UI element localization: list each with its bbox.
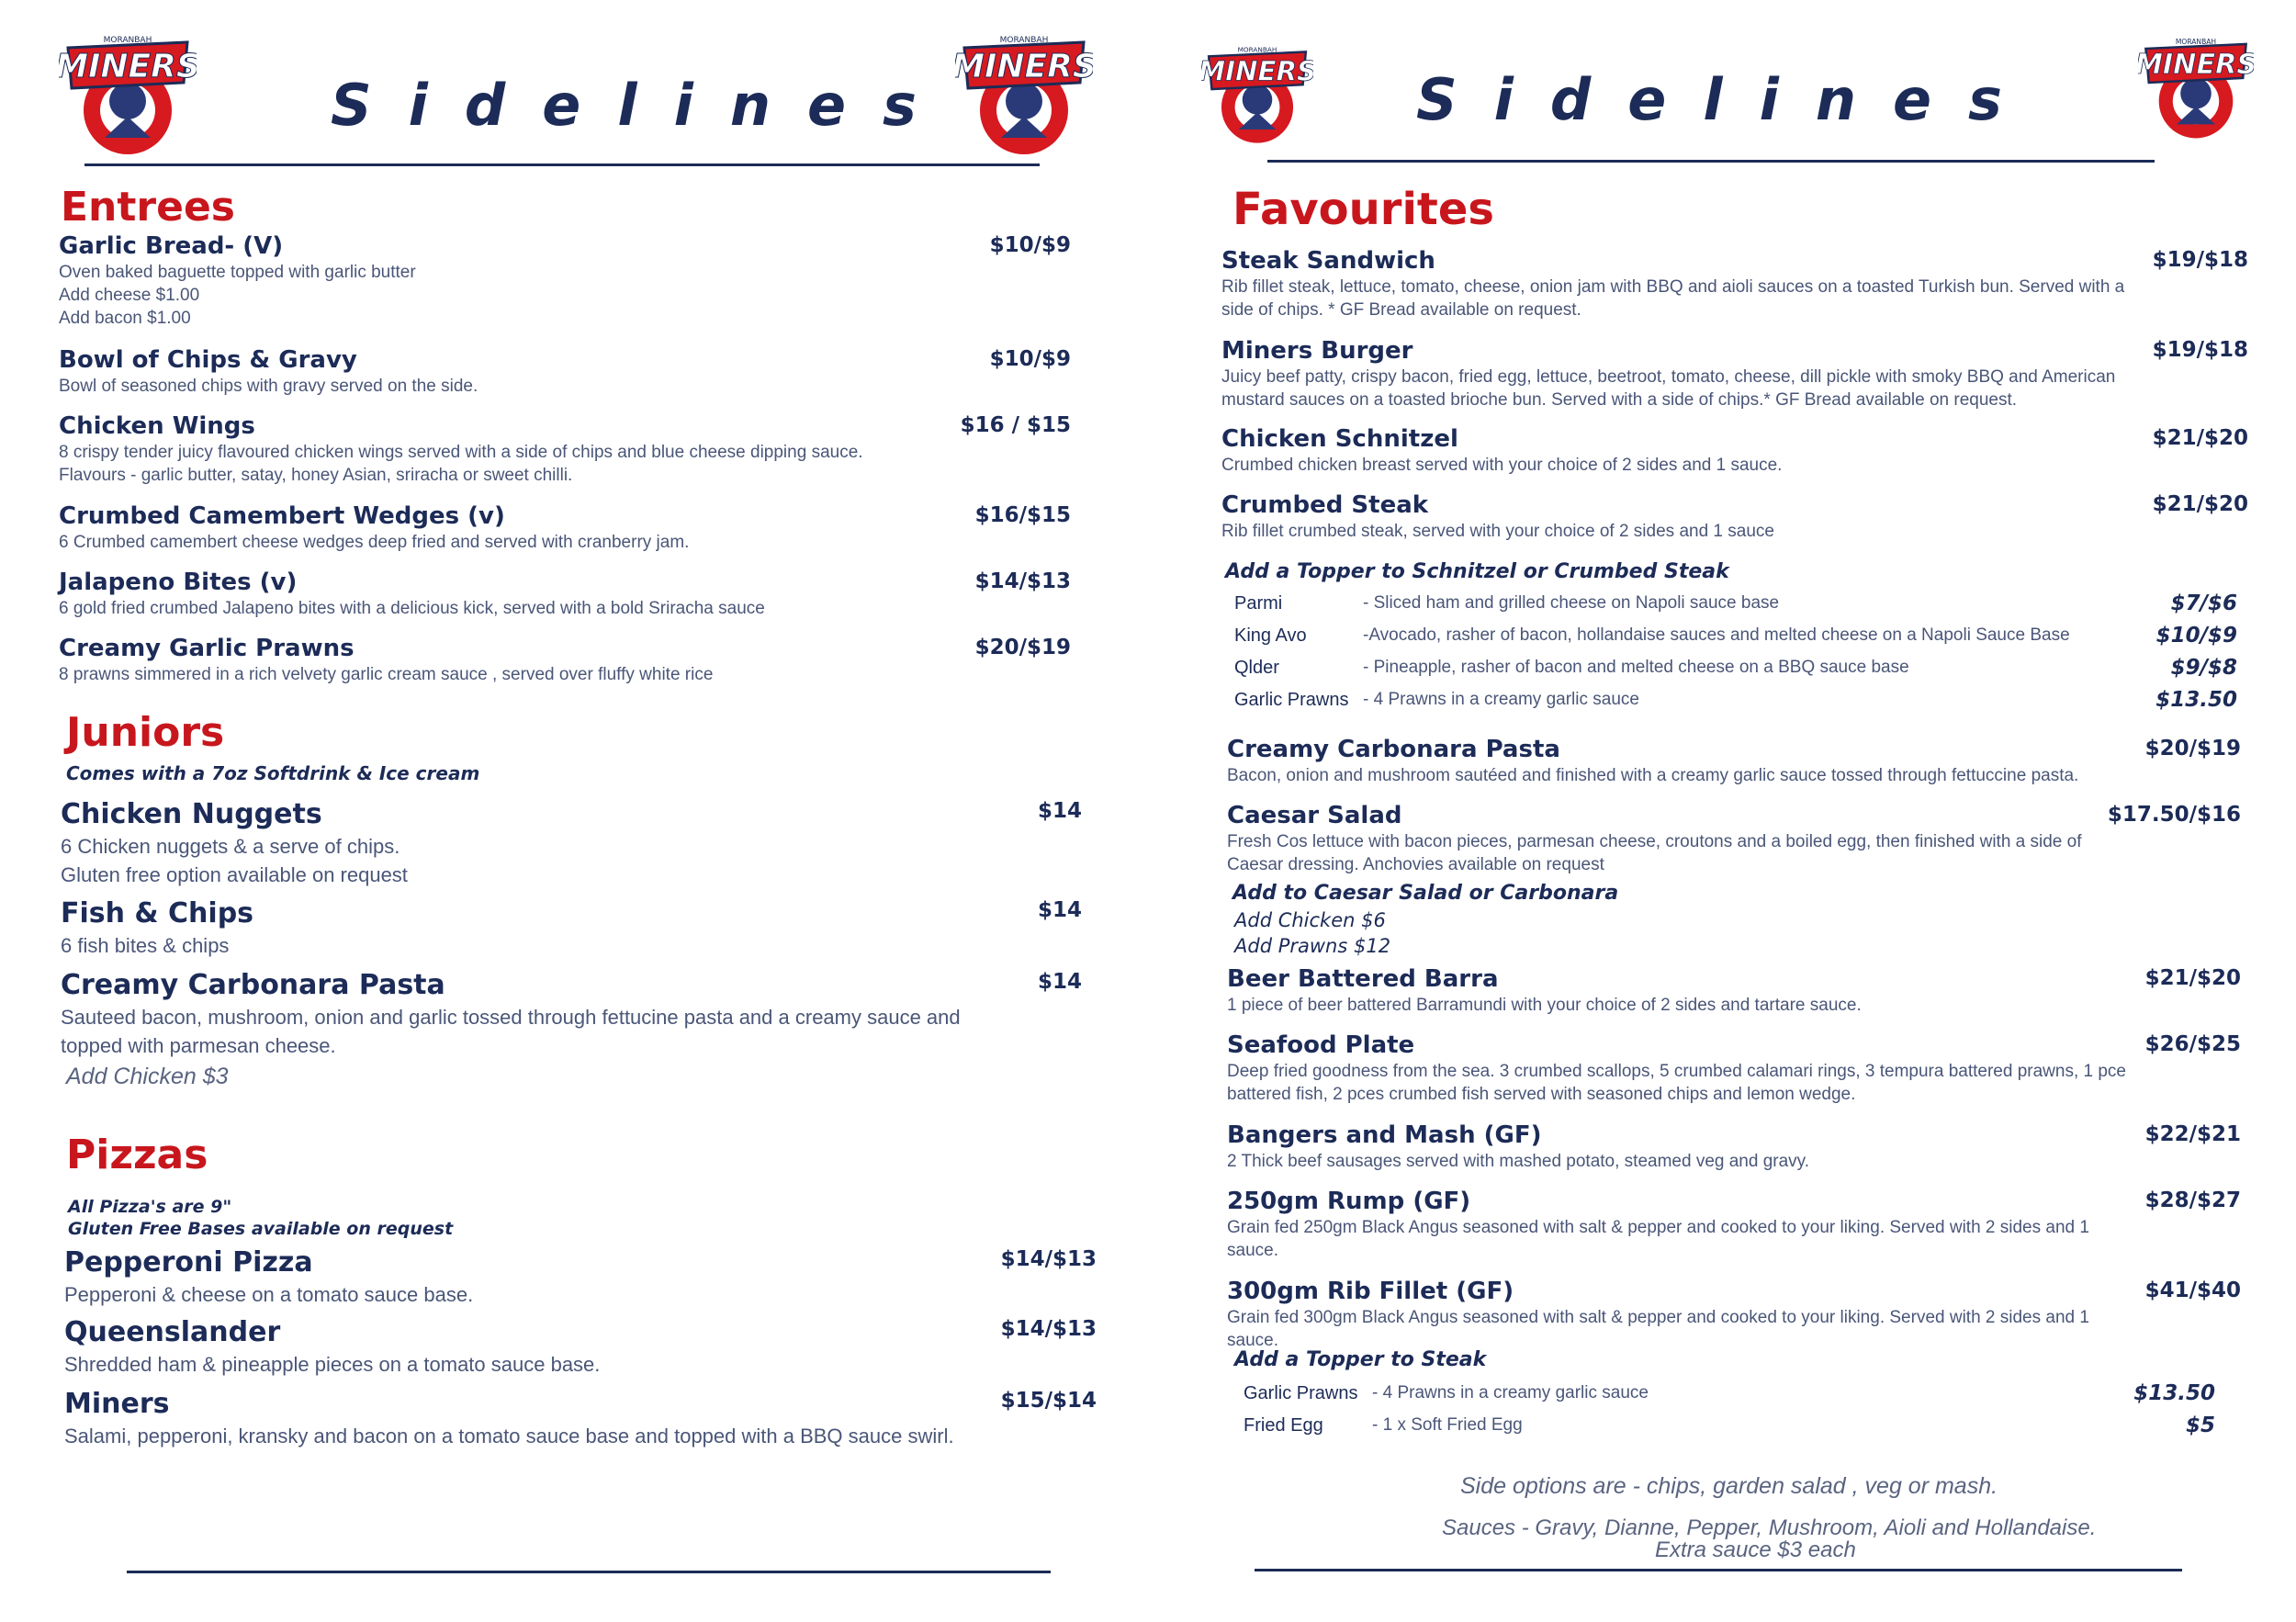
menu-item-description: sauce.	[1227, 1241, 1278, 1260]
menu-item-name: Chicken Nuggets	[61, 798, 322, 830]
menu-item-price: $19/$18	[2152, 248, 2248, 272]
menu-item-name: Chicken Schnitzel	[1221, 425, 1458, 453]
menu-item-name: Seafood Plate	[1227, 1031, 1415, 1059]
juniors-note: Comes with a 7oz Softdrink & Ice cream	[66, 762, 480, 784]
menu-item-name: Creamy Garlic Prawns	[59, 635, 355, 662]
menu-item-description: battered fish, 2 pces crumbed fish served with seasoned chips and lemon wedge.	[1227, 1085, 1856, 1104]
menu-item-description: Salami, pepperoni, kransky and bacon on a tomato sauce base and topped with a BBQ sauce swirl.	[64, 1425, 954, 1447]
section-title-pizzas: Pizzas	[66, 1132, 208, 1178]
menu-item-name: Beer Battered Barra	[1227, 965, 1499, 993]
menu-item-description: 2 Thick beef sausages served with mashed potato, steamed veg and gravy.	[1227, 1152, 1810, 1171]
topper-option-price: $13.50	[2155, 688, 2237, 712]
title-divider	[84, 163, 1040, 166]
menu-item-name: Pepperoni Pizza	[64, 1246, 313, 1278]
menu-item	[1227, 1031, 2145, 1106]
section-title-juniors: Juniors	[66, 709, 225, 756]
topper-option-description: - Sliced ham and grilled cheese on Napoli sauce base	[1363, 593, 1780, 613]
miners-logo	[955, 29, 1093, 158]
menu-item-description: Bowl of seasoned chips with gravy served on the side.	[59, 377, 478, 396]
menu-item-description: Add cheese $1.00	[59, 286, 200, 305]
menu-item-price: $14	[1037, 970, 1082, 994]
topper-option	[1234, 593, 1780, 614]
menu-item-description: Gluten free option available on request	[61, 863, 408, 886]
svg-text:MORANBAH: MORANBAH	[999, 36, 1049, 45]
bottom-divider	[127, 1571, 1051, 1573]
page-title: Sidelines	[331, 72, 953, 139]
menu-item-price: $10/$9	[989, 347, 1071, 371]
menu-item-description: 6 Chicken nuggets & a serve of chips.	[61, 835, 400, 858]
menu-item	[59, 568, 1032, 620]
svg-text:MINERS: MINERS	[955, 48, 1093, 85]
menu-item	[61, 968, 1071, 1060]
menu-item-price: $15/$14	[1000, 1389, 1097, 1413]
page-title: Sidelines	[1416, 66, 2039, 133]
menu-item-name: Bangers and Mash (GF)	[1227, 1121, 1542, 1149]
topper-option	[1234, 690, 1639, 711]
menu-item-description: 8 prawns simmered in a rich velvety garlic cream sauce , served over fluffy white rice	[59, 665, 714, 684]
menu-item	[64, 1315, 1075, 1379]
topper-option-price: $5	[2185, 1414, 2215, 1437]
menu-item-description: Juicy beef patty, crispy bacon, fried egg, lettuce, beetroot, tomato, cheese, dill pickle with smoky BBQ and American	[1221, 367, 2116, 387]
menu-item	[1227, 1187, 2145, 1262]
menu-item-description: Grain fed 300gm Black Angus seasoned with salt & pepper and cooked to your liking. Served with 2 sides and 1 sauce.	[1227, 1308, 2089, 1350]
topper-option-price: $7/$6	[2170, 591, 2237, 615]
menu-item-price: $41/$40	[2144, 1278, 2241, 1302]
menu-item-name: Miners	[64, 1388, 170, 1420]
menu-item-description: side of chips. * GF Bread available on request.	[1221, 300, 1581, 320]
menu-item-description: 8 crispy tender juicy flavoured chicken wings served with a side of chips and blue cheese dipping sauce.	[59, 443, 863, 462]
menu-item-price: $20/$19	[974, 636, 1071, 659]
menu-item-price: $10/$9	[989, 233, 1071, 257]
topper-option-price: $9/$8	[2170, 656, 2237, 680]
side-options-note: Side options are - chips, garden salad , veg or mash.	[1460, 1473, 1998, 1499]
menu-item	[61, 797, 1071, 889]
svg-text:MINERS: MINERS	[1201, 55, 1313, 87]
menu-item	[1221, 246, 2140, 321]
svg-text:MORANBAH: MORANBAH	[1237, 45, 1277, 54]
menu-item-description: mustard sauces on a toasted brioche bun. Served with a side of chips.* GF Bread available on request.	[1221, 390, 2018, 410]
topper-option	[1244, 1415, 1523, 1436]
menu-item-price: $16/$15	[974, 503, 1071, 527]
menu-item-name: Creamy Carbonara Pasta	[61, 969, 445, 1001]
menu-item	[1227, 1121, 2145, 1173]
caesar-addon-option: Add Prawns $12	[1234, 935, 1391, 957]
menu-item-name: 250gm Rump (GF)	[1227, 1188, 1471, 1215]
topper-option-name: Parmi	[1234, 593, 1283, 614]
menu-item-name: Jalapeno Bites (v)	[59, 569, 298, 596]
menu-item-name: Garlic Bread- (V)	[59, 232, 284, 260]
pizzas-note-size: All Pizza's are 9"	[68, 1197, 232, 1217]
menu-item-price: $19/$18	[2152, 338, 2248, 362]
menu-item-name: Fish & Chips	[61, 897, 254, 929]
menu-item-name: Queenslander	[64, 1316, 281, 1348]
menu-item-description: 1 piece of beer battered Barramundi with your choice of 2 sides and tartare sauce.	[1227, 996, 1862, 1015]
topper-option-name: King Avo	[1234, 625, 1307, 646]
title-divider	[1267, 160, 2155, 163]
menu-item-description: topped with parmesan cheese.	[61, 1034, 336, 1057]
topper-option-price: $13.50	[2133, 1381, 2215, 1405]
topper-option-price: $10/$9	[2155, 624, 2237, 648]
menu-item-description: Sauteed bacon, mushroom, onion and garlic tossed through fettucine pasta and a creamy sauce and	[61, 1006, 961, 1029]
menu-item	[1221, 336, 2140, 411]
menu-item-price: $20/$19	[2144, 737, 2241, 760]
menu-item	[1227, 1277, 2145, 1352]
menu-item-price: $14/$13	[1000, 1247, 1097, 1271]
menu-item	[59, 345, 1032, 398]
topper-heading: Add a Topper to Steak	[1234, 1348, 1487, 1371]
menu-item-price: $21/$20	[2144, 966, 2241, 990]
menu-item-name: Caesar Salad	[1227, 802, 1402, 829]
topper-option-description: -Avocado, rasher of bacon, hollandaise sauces and melted cheese on a Napoli Sauce Base	[1363, 625, 2070, 645]
menu-item-description: 6 Crumbed camembert cheese wedges deep fried and served with cranberry jam.	[59, 533, 690, 552]
menu-item	[1227, 964, 2145, 1017]
menu-item	[64, 1387, 1075, 1450]
menu-item-description: Grain fed 250gm Black Angus seasoned with salt & pepper and cooked to your liking. Served with 2 sides and 1	[1227, 1218, 2089, 1237]
menu-item-price: $14/$13	[1000, 1317, 1097, 1341]
svg-text:MINERS: MINERS	[59, 48, 197, 85]
topper-option-name: Fried Egg	[1244, 1415, 1323, 1436]
menu-page-right	[1148, 0, 2296, 1622]
menu-item	[59, 634, 1032, 686]
svg-text:MORANBAH: MORANBAH	[2175, 37, 2217, 46]
menu-item-description: Caesar dressing. Anchovies available on request	[1227, 855, 1604, 874]
menu-item-name: Creamy Carbonara Pasta	[1227, 736, 1560, 763]
miners-logo	[2138, 33, 2254, 141]
menu-item-name: Steak Sandwich	[1221, 247, 1435, 275]
topper-option-name: Qlder	[1234, 658, 1279, 678]
topper-option	[1244, 1383, 1649, 1404]
menu-item-price: $16 / $15	[960, 413, 1071, 437]
menu-item-name: Miners Burger	[1221, 337, 1413, 365]
bottom-divider	[1255, 1569, 2182, 1571]
topper-heading: Add a Topper to Schnitzel or Crumbed Steak	[1225, 560, 1729, 583]
menu-item	[1227, 735, 2145, 787]
miners-logo	[1201, 40, 1313, 147]
miners-logo-icon	[2138, 33, 2254, 141]
sauces-note: Sauces - Gravy, Dianne, Pepper, Mushroom, Aioli and Hollandaise.	[1442, 1515, 2097, 1540]
menu-item-name: Crumbed Camembert Wedges (v)	[59, 502, 505, 530]
menu-item-name: 300gm Rib Fillet (GF)	[1227, 1278, 1514, 1305]
menu-item-description: Fresh Cos lettuce with bacon pieces, parmesan cheese, croutons and a boiled egg, then finished with a side of	[1227, 832, 2082, 851]
section-title-favourites: Favourites	[1232, 184, 1494, 235]
menu-item-price: $26/$25	[2144, 1032, 2241, 1056]
menu-item-description: 6 fish bites & chips	[61, 934, 230, 957]
topper-option-description: - Pineapple, rasher of bacon and melted cheese on a BBQ sauce base	[1363, 658, 1909, 677]
topper-option-name: Garlic Prawns	[1234, 690, 1349, 710]
menu-item-price: $17.50/$16	[2107, 803, 2241, 827]
menu-item	[1221, 490, 2140, 543]
menu-item-name: Crumbed Steak	[1221, 491, 1429, 519]
menu-item	[59, 501, 1032, 554]
menu-item-description: Add bacon $1.00	[59, 309, 191, 328]
menu-item-price: $14	[1037, 799, 1082, 823]
miners-logo	[59, 29, 197, 158]
topper-option	[1234, 625, 2070, 647]
menu-item	[59, 411, 1032, 487]
topper-option-description: - 1 x Soft Fried Egg	[1372, 1415, 1523, 1435]
menu-item-price: $14/$13	[974, 569, 1071, 593]
topper-option	[1234, 658, 1909, 679]
menu-item-description: Flavours - garlic butter, satay, honey Asian, sriracha or sweet chilli.	[59, 466, 573, 485]
extra-sauce-note: Extra sauce $3 each	[1655, 1538, 1856, 1562]
menu-item-description: Rib fillet crumbed steak, served with your choice of 2 sides and 1 sauce	[1221, 522, 1774, 541]
menu-item-description: 6 gold fried crumbed Jalapeno bites with a delicious kick, served with a bold Sriracha sauce	[59, 599, 765, 618]
miners-logo-icon	[955, 29, 1093, 158]
svg-text:MORANBAH: MORANBAH	[103, 36, 152, 45]
menu-item-price: $22/$21	[2144, 1122, 2241, 1146]
juniors-addon: Add Chicken $3	[66, 1064, 229, 1089]
menu-item	[64, 1245, 1075, 1309]
menu-item-description: Rib fillet steak, lettuce, tomato, cheese, onion jam with BBQ and aioli sauces on a toasted Turkish bun. Served with a	[1221, 277, 2125, 297]
menu-item-price: $14	[1037, 898, 1082, 922]
menu-item	[1221, 424, 2140, 477]
menu-item-description: Pepperoni & cheese on a tomato sauce base.	[64, 1283, 474, 1306]
topper-option-name: Garlic Prawns	[1244, 1383, 1358, 1403]
caesar-addon-option: Add Chicken $6	[1234, 909, 1386, 931]
menu-item-price: $21/$20	[2152, 492, 2248, 516]
menu-item-price: $28/$27	[2144, 1188, 2241, 1212]
menu-item-price: $21/$20	[2152, 426, 2248, 450]
topper-option-description: - 4 Prawns in a creamy garlic sauce	[1372, 1383, 1649, 1402]
menu-item	[59, 231, 1032, 330]
menu-item-description: Shredded ham & pineapple pieces on a tomato sauce base.	[64, 1353, 601, 1376]
menu-item-description: Deep fried goodness from the sea. 3 crumbed scallops, 5 crumbed calamari rings, 3 tempura battered prawns, 1 pce	[1227, 1062, 2127, 1081]
miners-logo-icon	[1201, 40, 1313, 147]
topper-option-description: - 4 Prawns in a creamy garlic sauce	[1363, 690, 1639, 709]
menu-item	[61, 896, 1071, 960]
menu-item-description: Oven baked baguette topped with garlic butter	[59, 263, 416, 282]
svg-text:MINERS: MINERS	[2138, 48, 2254, 81]
menu-item-description: Crumbed chicken breast served with your choice of 2 sides and 1 sauce.	[1221, 456, 1783, 475]
menu-item-description: Bacon, onion and mushroom sautéed and finished with a creamy garlic sauce tossed through fettuccine pasta.	[1227, 766, 2079, 785]
miners-logo-icon	[59, 29, 197, 158]
section-title-entrees: Entrees	[61, 184, 235, 231]
menu-item-name: Chicken Wings	[59, 412, 255, 440]
caesar-addon-heading: Add to Caesar Salad or Carbonara	[1232, 882, 1619, 905]
menu-item	[1227, 801, 2145, 876]
pizzas-note-gf: Gluten Free Bases available on request	[68, 1219, 454, 1239]
menu-item-name: Bowl of Chips & Gravy	[59, 346, 357, 374]
